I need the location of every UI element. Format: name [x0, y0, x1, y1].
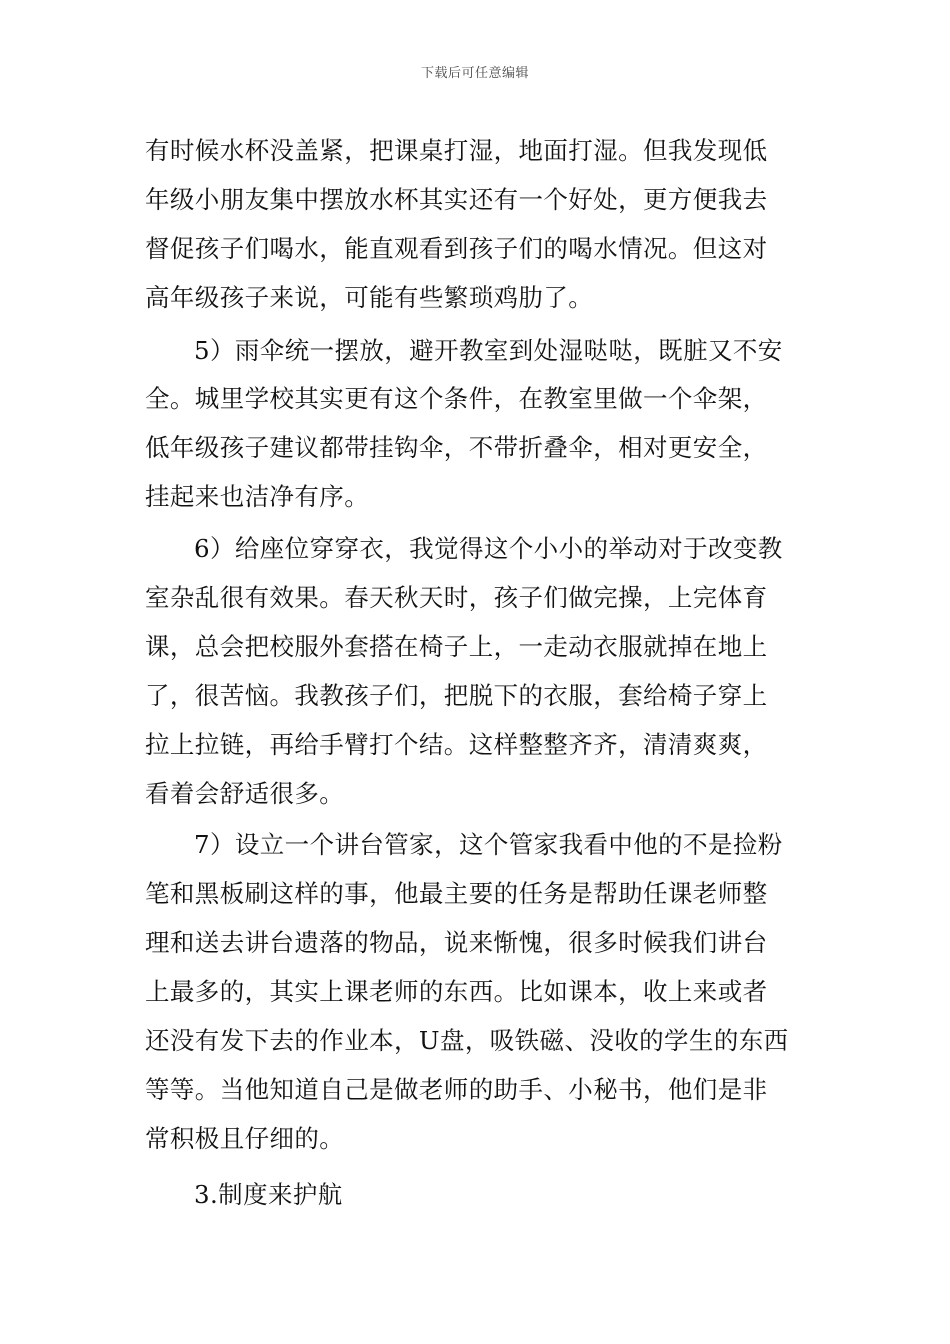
text-line: 低年级孩子建议都带挂钩伞，不带折叠伞，相对更安全，	[145, 433, 768, 462]
text-line: 拉上拉链，再给手臂打个结。这样整整齐齐，清清爽爽，	[145, 730, 768, 759]
text-line: 笔和黑板刷这样的事，他最主要的任务是帮助任课老师整	[145, 879, 768, 908]
text-line: 理和送去讲台遗落的物品，说来惭愧，很多时候我们讲台	[145, 928, 768, 957]
text-line: 年级小朋友集中摆放水杯其实还有一个好处，更方便我去	[145, 185, 768, 214]
text-line: 看着会舒适很多。	[145, 779, 345, 808]
text-line: 室杂乱很有效果。春天秋天时，孩子们做完操，上完体育	[145, 583, 768, 612]
text-line: 高年级孩子来说，可能有些繁琐鸡肋了。	[145, 283, 594, 312]
text-line: 5）雨伞统一摆放，避开教室到处湿哒哒，既脏又不安	[194, 336, 783, 365]
text-line: 7）设立一个讲台管家，这个管家我看中他的不是捡粉	[194, 830, 783, 859]
text-line: 6）给座位穿穿衣，我觉得这个小小的举动对于改变教	[194, 534, 783, 563]
text-line: 等等。当他知道自己是做老师的助手、小秘书，他们是非	[145, 1075, 768, 1104]
text-line: 上最多的，其实上课老师的东西。比如课本，收上来或者	[145, 977, 768, 1006]
text-line: 全。城里学校其实更有这个条件，在教室里做一个伞架，	[145, 384, 768, 413]
text-line: 督促孩子们喝水，能直观看到孩子们的喝水情况。但这对	[145, 234, 768, 263]
text-line: 了，很苦恼。我教孩子们，把脱下的衣服，套给椅子穿上	[145, 681, 768, 710]
text-line: 常积极且仔细的。	[145, 1124, 345, 1153]
section-heading: 3.制度来护航	[194, 1180, 343, 1209]
page-header: 下载后可任意编辑	[420, 66, 529, 81]
text-line: 还没有发下去的作业本，U盘，吸铁磁、没收的学生的东西	[145, 1026, 789, 1055]
text-line: 课，总会把校服外套搭在椅子上，一走动衣服就掉在地上	[145, 632, 768, 661]
text-line: 有时候水杯没盖紧，把课桌打湿，地面打湿。但我发现低	[145, 136, 768, 165]
text-line: 挂起来也洁净有序。	[145, 482, 370, 511]
